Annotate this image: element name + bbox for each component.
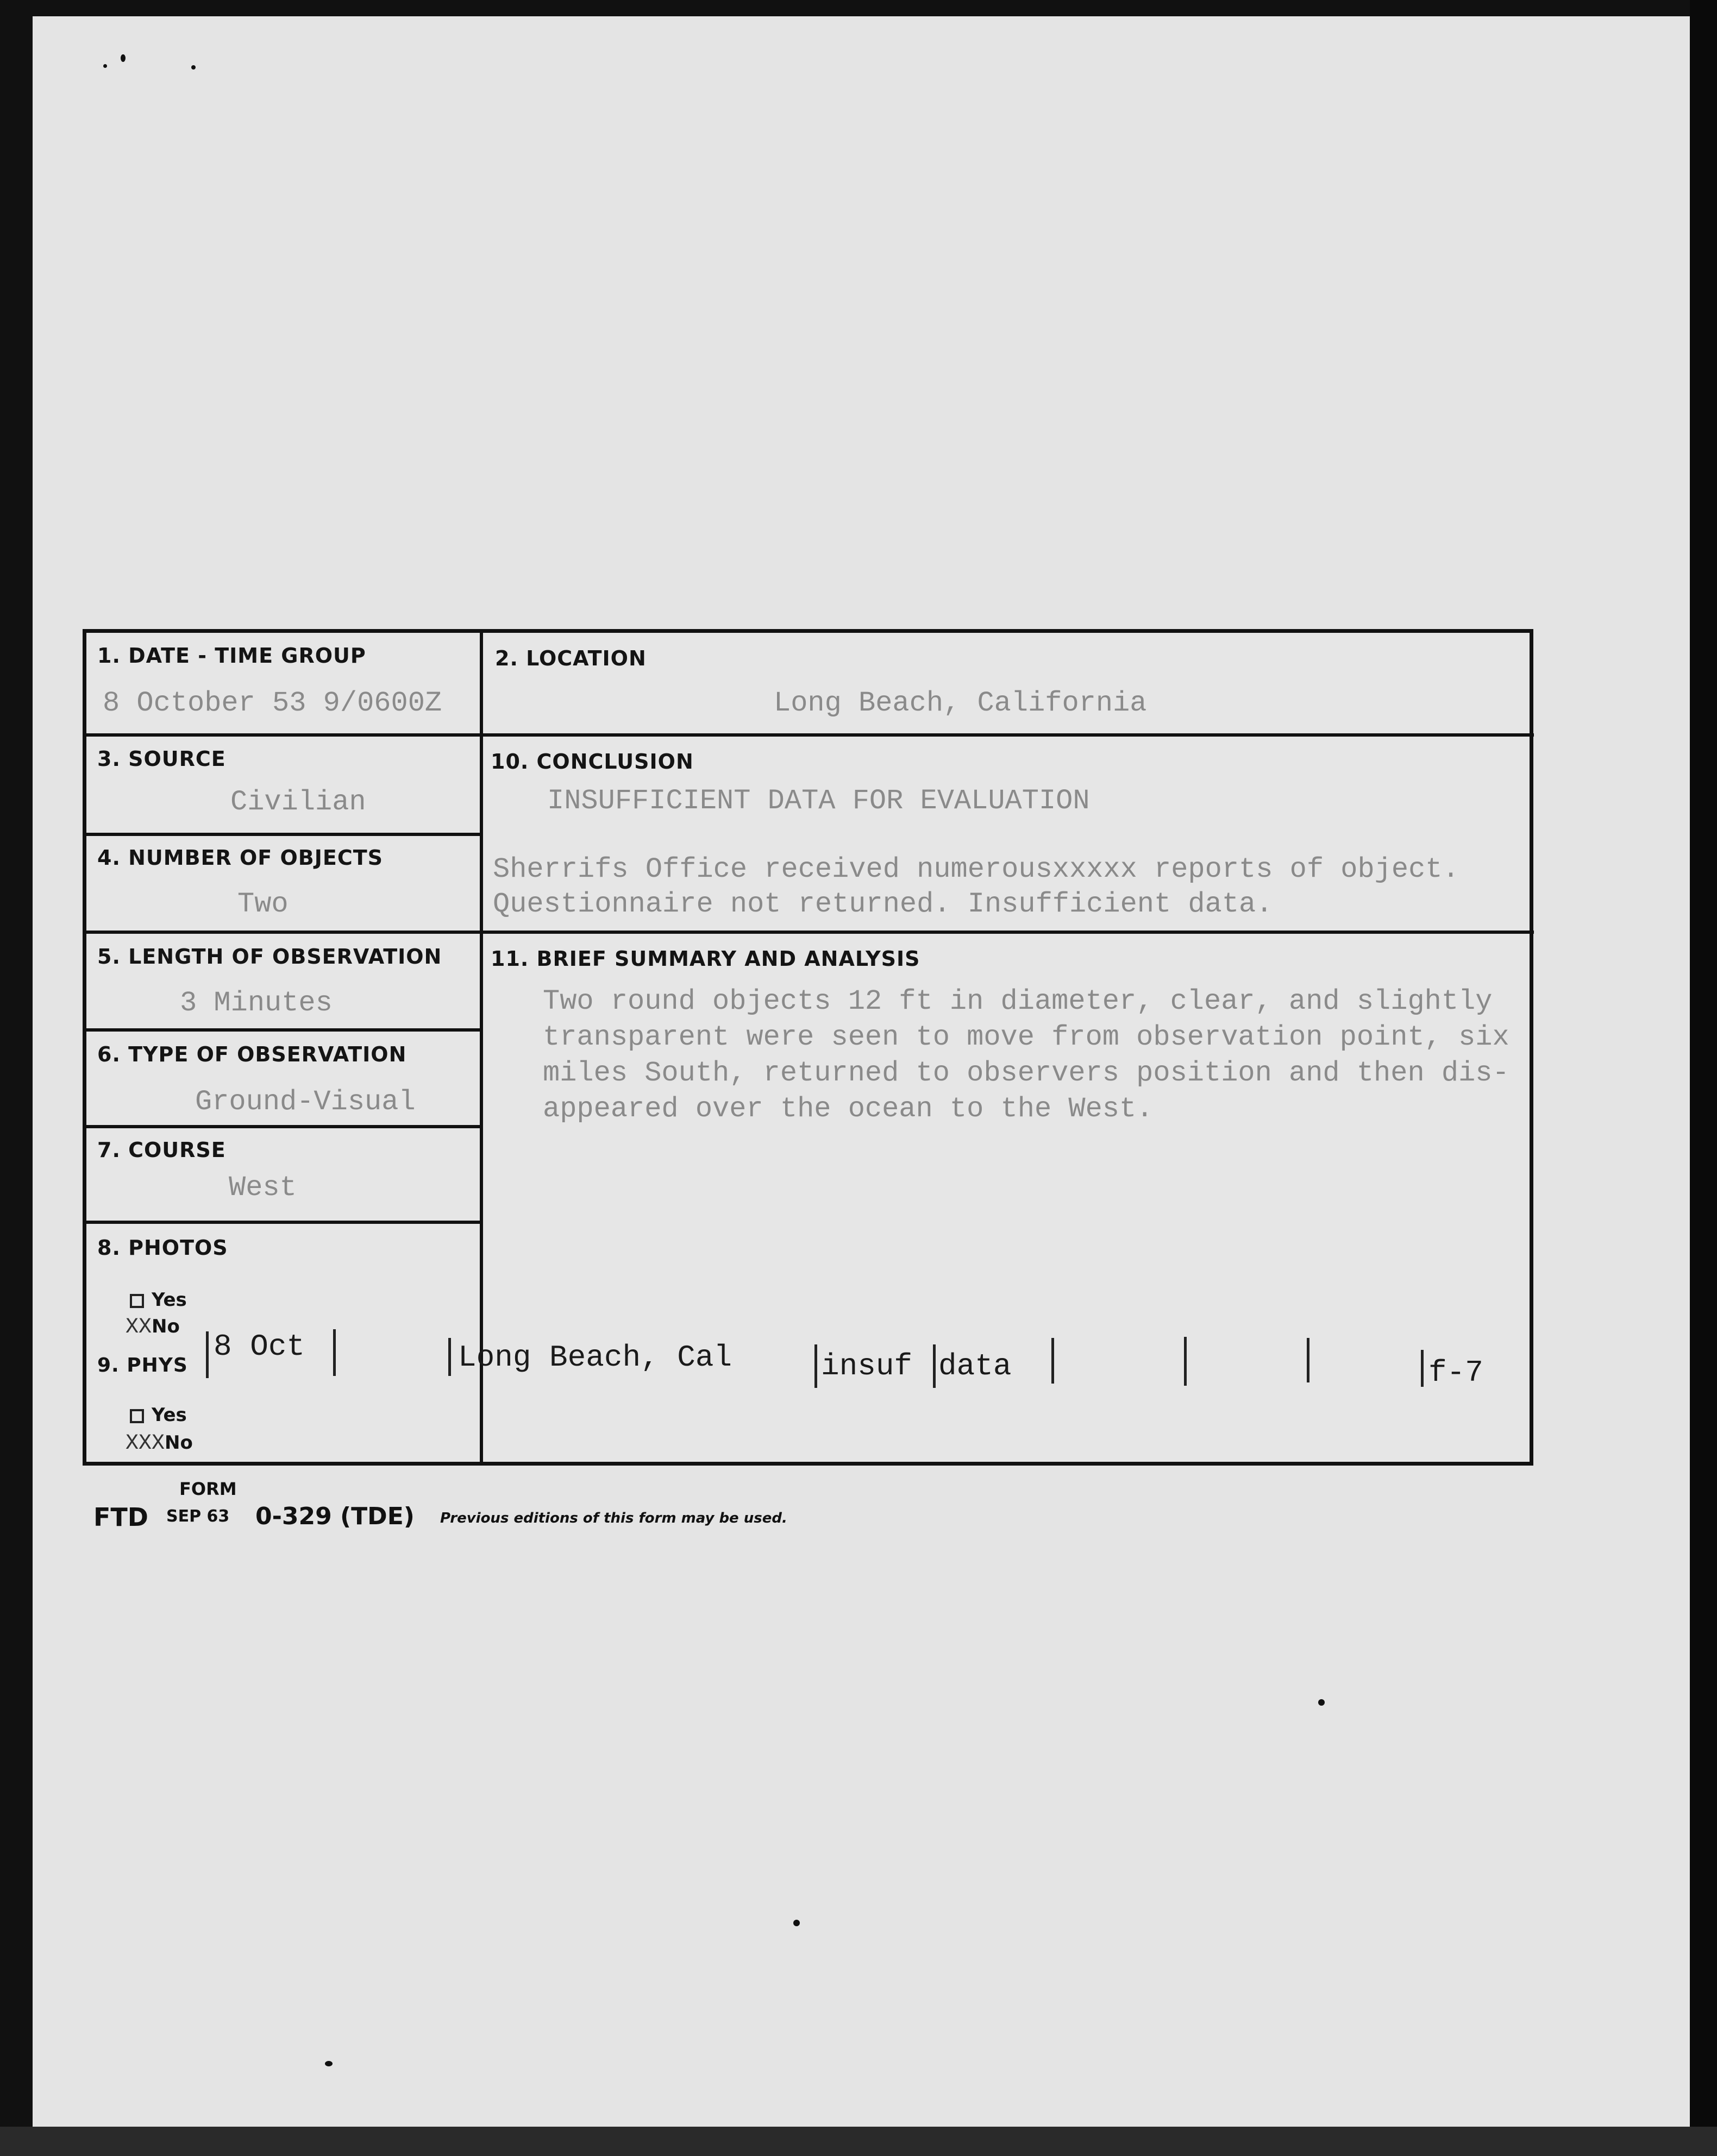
scan-speck (191, 65, 196, 70)
phys-no-mark: XXX (126, 1431, 165, 1456)
footer-note: Previous editions of this form may be used. (440, 1510, 787, 1526)
index-divider (1184, 1337, 1187, 1386)
length-of-observation-value: 3 Minutes (180, 987, 333, 1019)
conclusion-value: INSUFFICIENT DATA FOR EVALUATION (547, 785, 1090, 817)
index-conclusion-1: insuf (821, 1349, 913, 1384)
checkbox-icon (130, 1409, 144, 1423)
index-divider (448, 1338, 451, 1376)
conclusion-line-1: Sherrifs Office received numerousxxxxx reports of object. (493, 853, 1459, 885)
date-time-group-label: 1. DATE - TIME GROUP (97, 644, 366, 668)
footer-ftd: FTD (93, 1503, 148, 1532)
index-ref: f-7 (1428, 1355, 1483, 1390)
type-of-observation-label: 6. TYPE OF OBSERVATION (97, 1042, 407, 1066)
footer-form-word: FORM (179, 1479, 237, 1499)
scan-speck (1318, 1699, 1325, 1706)
index-divider (933, 1344, 936, 1388)
source-label: 3. SOURCE (97, 747, 226, 771)
type-of-observation-value: Ground-Visual (195, 1086, 416, 1118)
index-divider (333, 1329, 336, 1376)
index-date: 8 Oct (214, 1329, 305, 1364)
index-divider (1307, 1338, 1309, 1382)
scan-edge-right (1690, 0, 1717, 2156)
index-conclusion-2: data (938, 1349, 1012, 1384)
index-divider (206, 1331, 209, 1378)
row-divider (86, 833, 480, 836)
summary-text: Two round objects 12 ft in diameter, clear, and slightly transparent were seen to move from observation point, six miles South, returned to observers position and then dis- appeared over the ocean to the West. (543, 985, 1509, 1125)
scan-speck (121, 54, 126, 62)
course-label: 7. COURSE (97, 1138, 226, 1162)
number-of-objects-value: Two (237, 888, 289, 920)
checkbox-icon (130, 1294, 144, 1308)
row-divider (86, 1028, 480, 1032)
row-divider (480, 931, 1534, 934)
scan-edge-bottom (0, 2127, 1717, 2156)
date-time-group-value: 8 October 53 9/0600Z (103, 687, 442, 719)
length-of-observation-label: 5. LENGTH OF OBSERVATION (97, 945, 442, 969)
source-value: Civilian (230, 786, 366, 818)
phys-no-label: No (165, 1432, 193, 1454)
row-divider (480, 733, 1534, 737)
phys-no-option[interactable] (126, 1431, 193, 1456)
index-divider (814, 1344, 817, 1388)
location-value: Long Beach, California (774, 687, 1147, 719)
photos-label: 8. PHOTOS (97, 1236, 228, 1260)
number-of-objects-label: 4. NUMBER OF OBJECTS (97, 846, 384, 870)
footer-form-number: 0-329 (TDE) (255, 1503, 415, 1530)
column-divider (480, 633, 483, 1464)
conclusion-line-2: Questionnaire not returned. Insufficient data. (493, 888, 1273, 920)
index-divider (1051, 1338, 1054, 1384)
photos-no-option[interactable] (126, 1315, 180, 1340)
summary-label: 11. BRIEF SUMMARY AND ANALYSIS (491, 947, 920, 971)
report-form (83, 629, 1533, 1466)
photos-no-mark: XX (126, 1315, 152, 1340)
row-divider (86, 1221, 480, 1224)
photos-yes-option[interactable] (130, 1289, 187, 1311)
row-divider (86, 1125, 480, 1128)
location-label: 2. LOCATION (495, 646, 647, 670)
index-location: Long Beach, Cal (458, 1340, 732, 1375)
index-divider (1421, 1350, 1424, 1387)
conclusion-label: 10. CONCLUSION (491, 750, 694, 774)
photos-no-label: No (152, 1316, 180, 1337)
scan-speck (325, 2061, 333, 2066)
course-value: West (229, 1172, 297, 1204)
phys-yes-label: Yes (152, 1404, 187, 1426)
footer-sep: SEP 63 (166, 1507, 230, 1526)
phys-label: 9. PHYS (97, 1354, 188, 1376)
row-divider (86, 733, 480, 737)
scan-speck (103, 64, 107, 68)
photos-yes-label: Yes (152, 1289, 187, 1311)
row-divider (86, 931, 480, 934)
phys-yes-option[interactable] (130, 1404, 187, 1426)
scan-speck (793, 1920, 800, 1926)
